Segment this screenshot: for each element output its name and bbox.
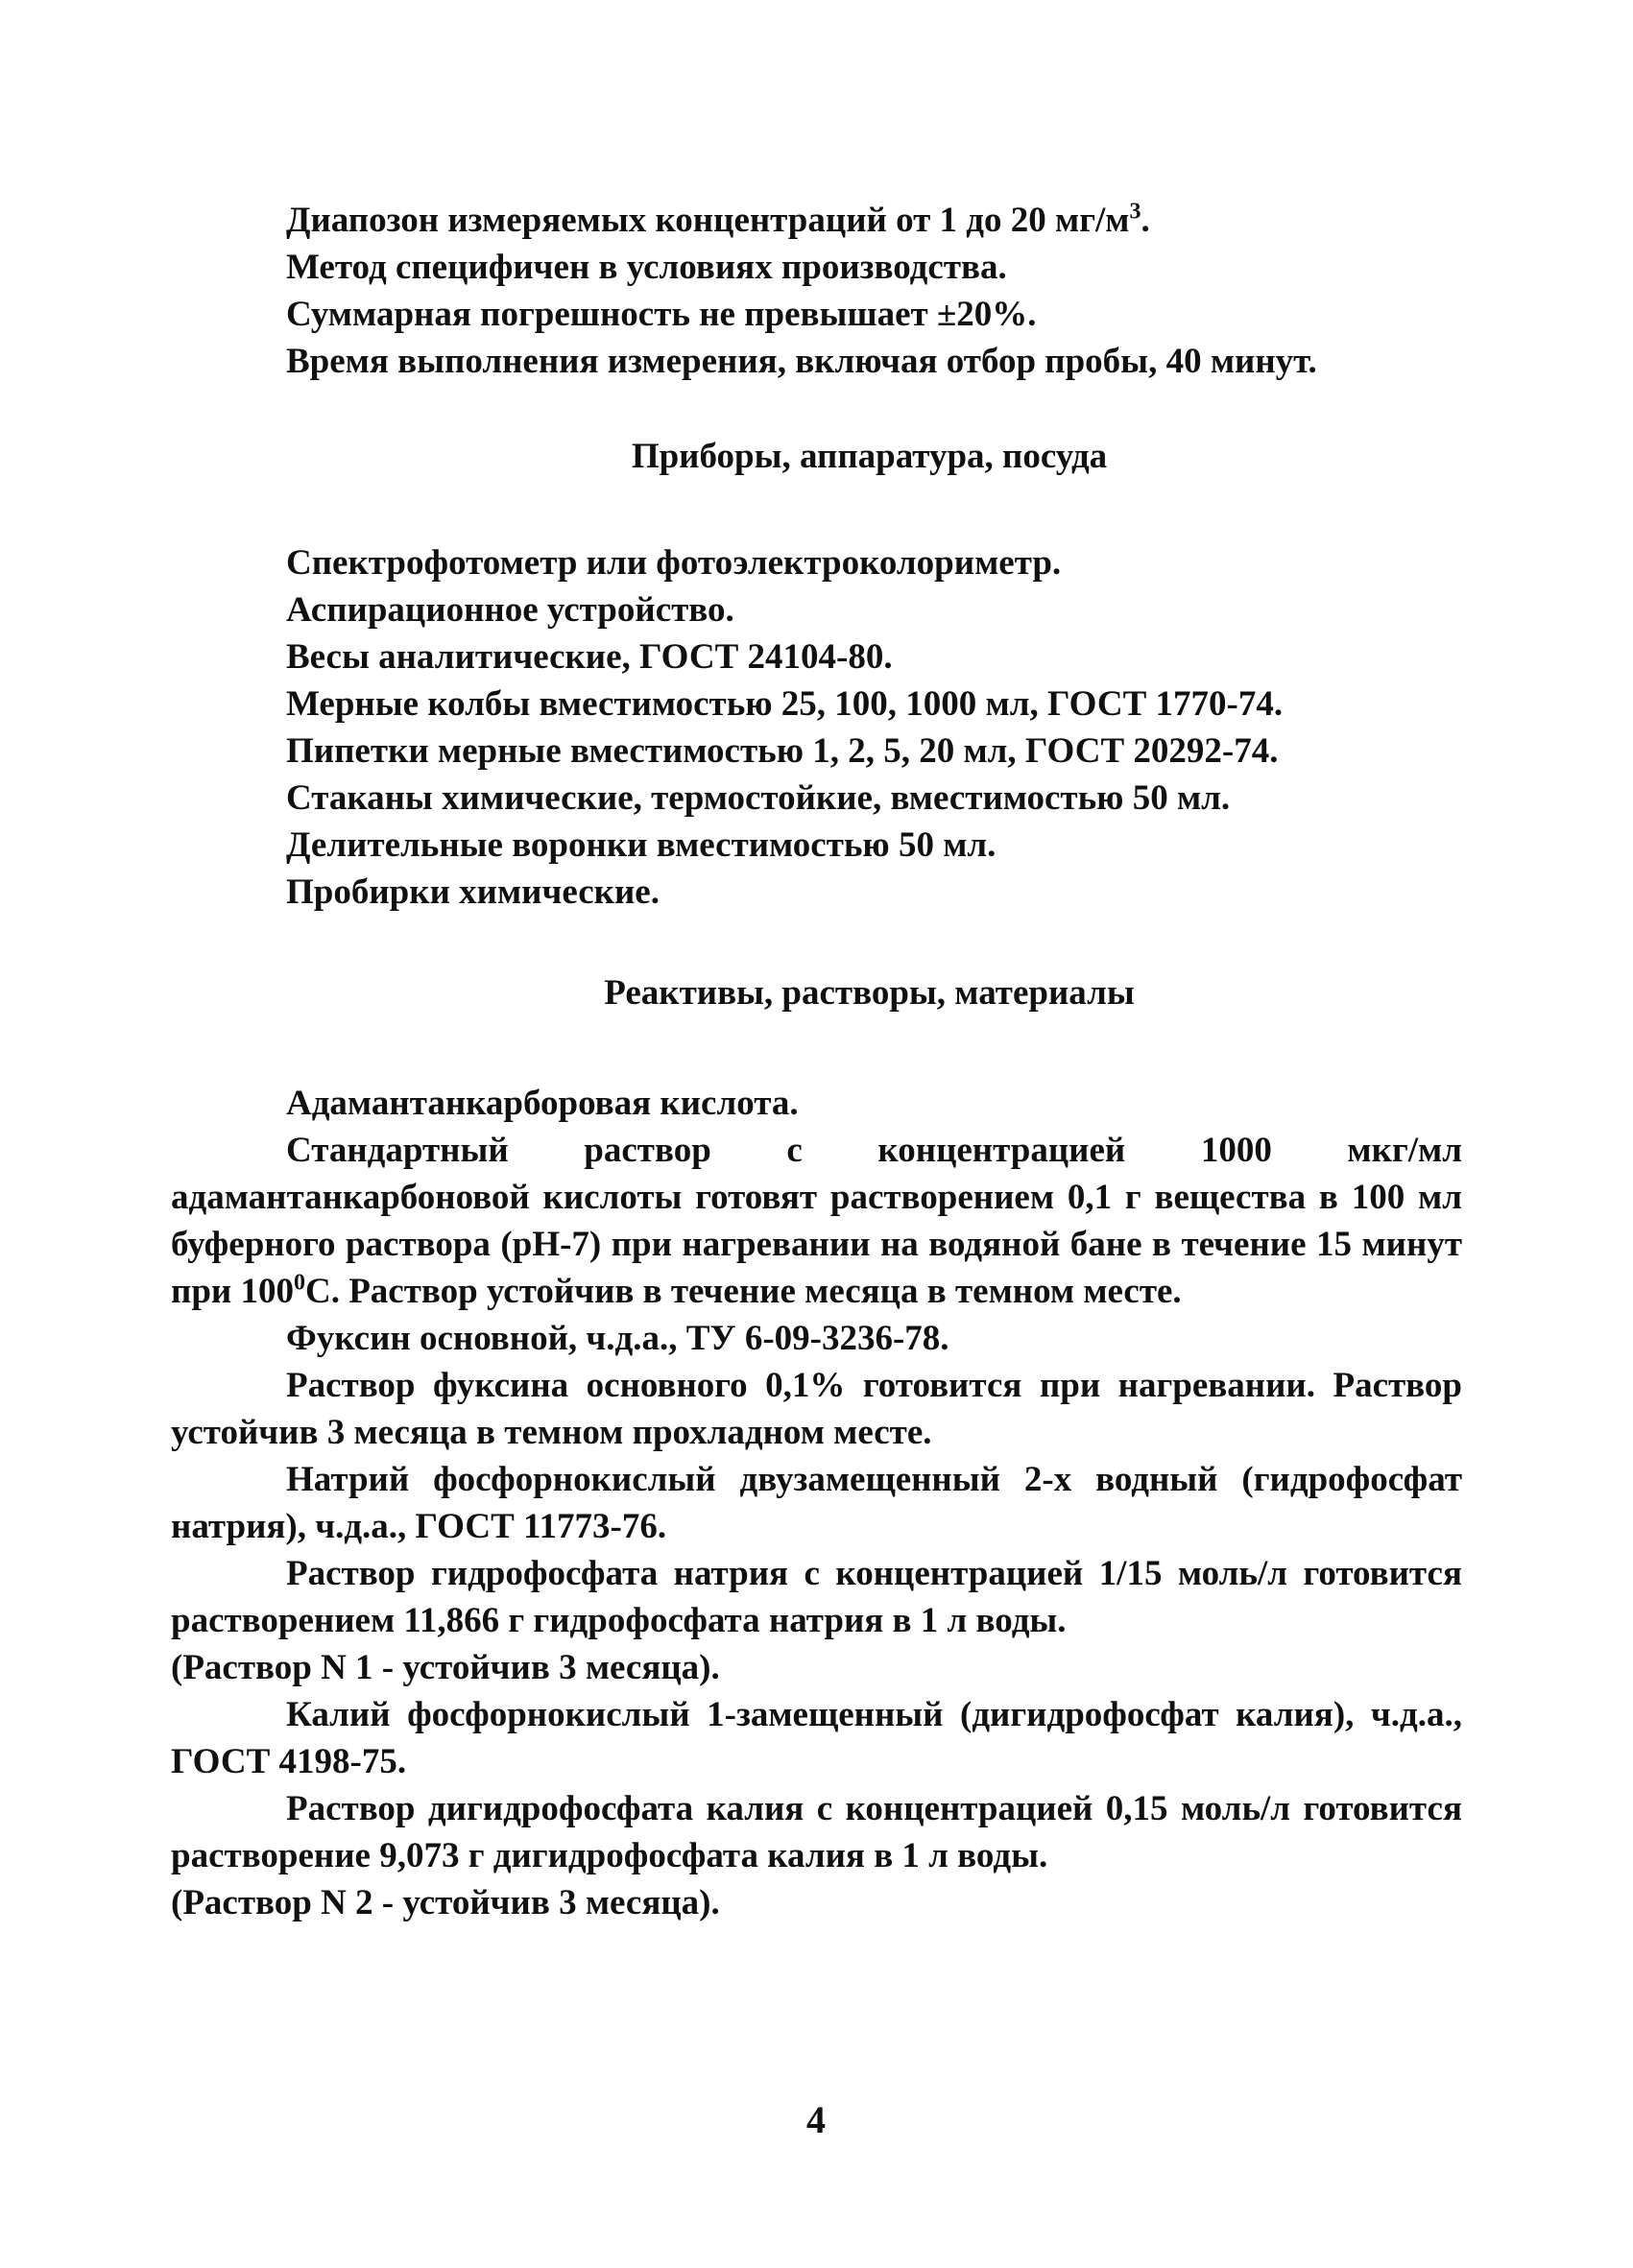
equipment-item: Спектрофотометр или фотоэлектроколориметр. <box>286 543 1062 583</box>
section-heading-reagents: Реактивы, растворы, материалы <box>604 973 1135 1013</box>
error-paragraph: Суммарная погрешность не превышает ±20%. <box>286 295 1037 334</box>
reagent-paragraph: Натрий фосфорнокислый двузамещенный 2-х водный (гидрофосфат натрия), ч.д.а., ГОСТ 11773-76. <box>171 1460 1462 1546</box>
section-heading-equipment: Приборы, аппаратура, посуда <box>631 437 1108 476</box>
reagent-paragraph <box>171 1785 1462 1926</box>
reagent-paragraph: Адамантанкарборовая кислота. <box>286 1084 799 1123</box>
specificity-paragraph: Метод специфичен в условиях производства. <box>286 248 1007 287</box>
reagent-paragraph <box>171 1550 1462 1691</box>
spacer <box>171 385 1462 433</box>
standard-solution-paragraph <box>171 1127 1462 1315</box>
time-paragraph: Время выполнения измерения, включая отбор пробы, 40 минут. <box>286 342 1317 381</box>
equipment-item: Делительные воронки вместимостью 50 мл. <box>286 825 997 865</box>
page-content <box>171 197 1462 1926</box>
reagent-paragraph: Фуксин основной, ч.д.а., ТУ 6-09-3236-78. <box>286 1319 949 1358</box>
equipment-item: Весы аналитические, ГОСТ 24104-80. <box>286 637 893 677</box>
equipment-item: Мерные колбы вместимостью 25, 100, 1000 мл, ГОСТ 1770-74. <box>286 684 1284 724</box>
degree-superscript: 0 <box>293 1270 305 1296</box>
range-paragraph <box>171 197 1462 244</box>
solution-one-text: Раствор гидрофосфата натрия с концентрацией 1/15 моль/л готовится растворением 11,866 г гидрофосфата натрия в 1 л воды. <box>171 1554 1462 1640</box>
solution-one-note: (Раствор N 1 - устойчив 3 месяца). <box>171 1648 720 1687</box>
reagent-paragraph: Калий фосфорнокислый 1-замещенный (дигидрофосфат калия), ч.д.а., ГОСТ 4198-75. <box>171 1695 1462 1781</box>
range-end: . <box>1141 201 1150 240</box>
equipment-item: Стаканы химические, термостойкие, вместимостью 50 мл. <box>286 778 1231 818</box>
page-number: 4 <box>806 2098 826 2141</box>
equipment-item: Аспирационное устройство. <box>286 590 734 630</box>
spacer <box>171 480 1462 539</box>
equipment-item: Пробирки химические. <box>286 872 660 912</box>
spacer <box>171 1016 1462 1080</box>
standard-solution-text-end: С. Раствор устойчив в течение месяца в темном месте. <box>304 1272 1182 1311</box>
solution-two-note: (Раствор N 2 - устойчив 3 месяца). <box>171 1883 720 1922</box>
range-text: Диапозон измеряемых концентраций от 1 до 20 мг/м <box>286 201 1130 240</box>
solution-two-text: Раствор дигидрофосфата калия с концентрацией 0,15 моль/л готовится растворение 9,073 г дигидрофосфата калия в 1 л воды. <box>171 1789 1462 1875</box>
equipment-item: Пипетки мерные вместимостью 1, 2, 5, 20 мл, ГОСТ 20292-74. <box>286 731 1279 771</box>
standard-solution-text: Стандартный раствор с концентрацией 1000 мкг/мл адамантанкарбоновой кислоты готовят растворением 0,1 г вещества в 100 мл буферного раствора (рН-7) при нагревании на водяной бане в течение 15 минут при 100 <box>171 1131 1462 1311</box>
spacer <box>171 916 1462 969</box>
range-superscript: 3 <box>1129 199 1141 225</box>
reagent-paragraph: Раствор фуксина основного 0,1% готовится при нагревании. Раствор устойчив 3 месяца в темном прохладном месте. <box>171 1366 1462 1452</box>
